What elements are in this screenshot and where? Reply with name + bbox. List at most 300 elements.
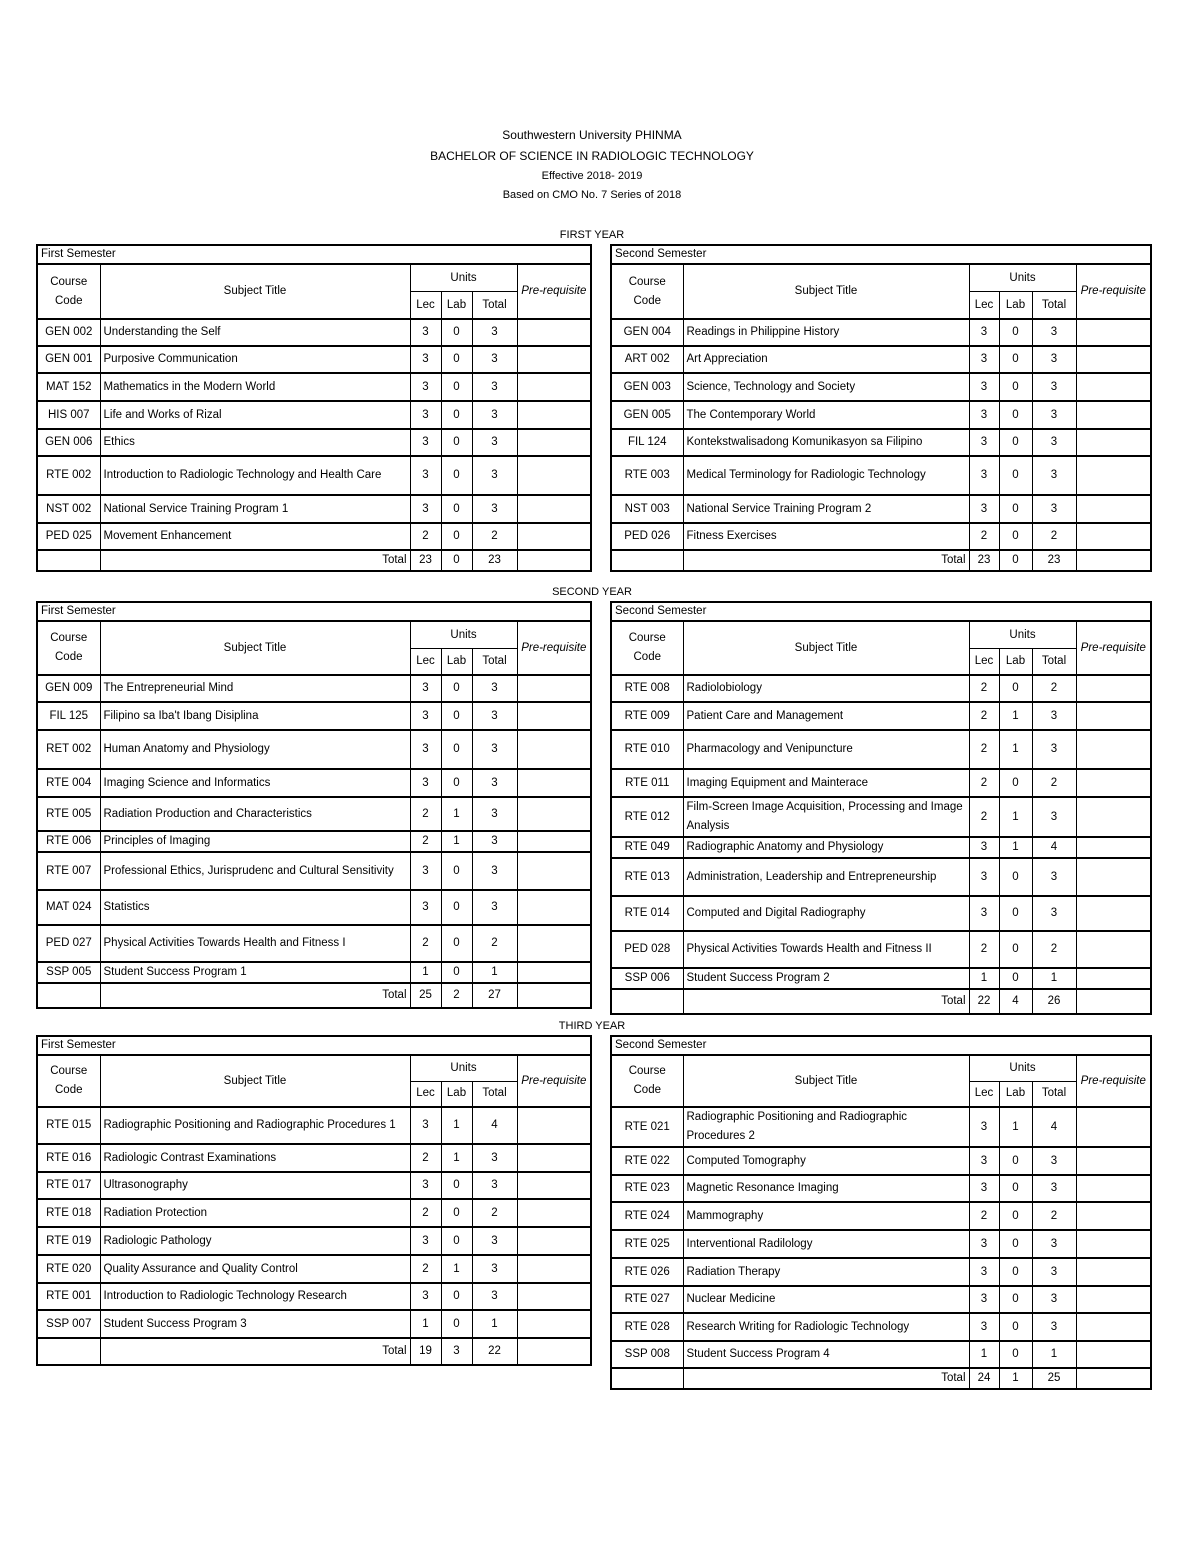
lec-header: Lec — [969, 648, 999, 675]
lab-units: 0 — [999, 1175, 1032, 1202]
course-row — [611, 896, 1151, 931]
course-code: RTE 021 — [611, 1107, 683, 1147]
course-row — [37, 1227, 591, 1255]
total-units: 2 — [472, 1199, 517, 1227]
lec-units: 2 — [969, 797, 999, 837]
lab-header: Lab — [441, 648, 472, 675]
total-units: 3 — [472, 675, 517, 702]
subject-title: Student Success Program 3 — [100, 1310, 410, 1338]
prerequisite — [1076, 858, 1151, 896]
total-units: 3 — [1032, 1147, 1076, 1175]
lab-units: 0 — [999, 1341, 1032, 1368]
course-code: RTE 013 — [611, 858, 683, 896]
curriculum-table-year1-sem2 — [610, 244, 1152, 572]
lab-units: 1 — [441, 797, 472, 831]
prerequisite — [1076, 1258, 1151, 1286]
course-code: RTE 012 — [611, 797, 683, 837]
course-row — [37, 401, 591, 429]
course-row — [611, 1286, 1151, 1313]
lec-units: 3 — [410, 1107, 441, 1144]
lec-units: 3 — [969, 1313, 999, 1341]
lab-units: 0 — [441, 730, 472, 769]
subject-title-header: Subject Title — [683, 621, 969, 675]
lec-units: 2 — [969, 1202, 999, 1230]
lab-units: 0 — [999, 858, 1032, 896]
course-row — [611, 702, 1151, 730]
subject-title: Computed and Digital Radiography — [683, 896, 969, 931]
empty-cell — [611, 1368, 683, 1389]
course-code: RTE 016 — [37, 1144, 100, 1172]
course-code-header: Course Code — [37, 264, 100, 319]
prerequisite — [517, 890, 591, 925]
course-code: SSP 008 — [611, 1341, 683, 1368]
units-header: Units — [969, 264, 1076, 292]
course-row — [611, 931, 1151, 968]
cmo-basis: Based on CMO No. 7 Series of 2018 — [502, 189, 682, 201]
lec-units: 2 — [410, 523, 441, 550]
lab-units: 0 — [999, 401, 1032, 429]
empty-cell — [611, 989, 683, 1014]
lab-total: 4 — [999, 989, 1032, 1014]
empty-cell — [517, 1338, 591, 1365]
course-code: MAT 152 — [37, 373, 100, 401]
course-row — [37, 1172, 591, 1199]
course-row — [37, 495, 591, 523]
prerequisite — [1076, 968, 1151, 989]
effective-years: Effective 2018- 2019 — [541, 170, 643, 182]
course-code: RET 002 — [37, 730, 100, 769]
lec-units: 3 — [969, 319, 999, 346]
prerequisite — [517, 319, 591, 346]
lec-units: 1 — [969, 1341, 999, 1368]
total-units: 3 — [472, 1172, 517, 1199]
subject-title: Radiologic Contrast Examinations — [100, 1144, 410, 1172]
lab-units: 1 — [441, 1107, 472, 1144]
total-units: 2 — [472, 523, 517, 550]
lab-units: 0 — [441, 319, 472, 346]
prerequisite — [517, 1310, 591, 1338]
course-row — [37, 769, 591, 797]
lec-units: 2 — [969, 523, 999, 550]
subject-title: Radiographic Anatomy and Physiology — [683, 837, 969, 858]
lec-units: 3 — [410, 373, 441, 401]
empty-cell — [37, 550, 100, 571]
lab-units: 0 — [999, 495, 1032, 523]
total-units: 2 — [1032, 931, 1076, 968]
lec-units: 3 — [410, 675, 441, 702]
prerequisite — [517, 346, 591, 373]
course-code: RTE 019 — [37, 1227, 100, 1255]
lab-units: 1 — [441, 831, 472, 852]
lab-units: 0 — [441, 925, 472, 962]
lab-units: 0 — [441, 1310, 472, 1338]
course-code-header: Course Code — [37, 621, 100, 675]
prerequisite — [1076, 456, 1151, 495]
course-code: SSP 006 — [611, 968, 683, 989]
lab-units: 0 — [999, 456, 1032, 495]
lec-units: 3 — [410, 319, 441, 346]
lec-units: 2 — [969, 730, 999, 769]
prerequisite — [1076, 931, 1151, 968]
program-title: BACHELOR OF SCIENCE IN RADIOLOGIC TECHNOLOGY — [430, 149, 754, 163]
course-code: GEN 009 — [37, 675, 100, 702]
total-units: 3 — [472, 1144, 517, 1172]
subject-title: Principles of Imaging — [100, 831, 410, 852]
course-code: RTE 007 — [37, 852, 100, 890]
lab-units: 0 — [999, 373, 1032, 401]
lab-units: 0 — [441, 373, 472, 401]
total-units: 3 — [472, 1283, 517, 1310]
total-units: 3 — [1032, 456, 1076, 495]
lec-total: 19 — [410, 1338, 441, 1365]
course-code: RTE 005 — [37, 797, 100, 831]
total-units: 3 — [472, 797, 517, 831]
total-units: 3 — [472, 1255, 517, 1283]
lec-total: 23 — [969, 550, 999, 571]
empty-cell — [1076, 550, 1151, 571]
lab-units: 0 — [441, 1199, 472, 1227]
lab-units: 1 — [441, 1144, 472, 1172]
course-row — [611, 495, 1151, 523]
prerequisite — [1076, 346, 1151, 373]
prerequisite — [517, 962, 591, 983]
lec-units: 2 — [410, 1199, 441, 1227]
total-units: 1 — [472, 1310, 517, 1338]
lab-units: 0 — [999, 346, 1032, 373]
total-header: Total — [1032, 648, 1076, 675]
total-label: Total — [100, 1338, 410, 1365]
total-label: Total — [100, 550, 410, 571]
lec-units: 3 — [410, 730, 441, 769]
total-units: 3 — [1032, 797, 1076, 837]
empty-cell — [1076, 989, 1151, 1014]
course-code: RTE 011 — [611, 769, 683, 797]
prerequisite-header: Pre-requisite — [517, 621, 591, 675]
course-row — [611, 429, 1151, 456]
lec-total: 24 — [969, 1368, 999, 1389]
subject-title: Radiographic Positioning and Radiographic Procedures 1 — [100, 1107, 410, 1144]
prerequisite — [517, 702, 591, 730]
prerequisite — [517, 523, 591, 550]
empty-cell — [517, 550, 591, 571]
prerequisite — [517, 675, 591, 702]
prerequisite — [517, 730, 591, 769]
total-units: 3 — [1032, 1258, 1076, 1286]
empty-cell — [611, 550, 683, 571]
subject-title: Kontekstwalisadong Komunikasyon sa Filipino — [683, 429, 969, 456]
semester-label: First Semester — [37, 602, 591, 621]
course-row — [37, 1255, 591, 1283]
lab-units: 0 — [999, 1147, 1032, 1175]
lec-units: 3 — [969, 1175, 999, 1202]
prerequisite — [1076, 797, 1151, 837]
subject-title: Magnetic Resonance Imaging — [683, 1175, 969, 1202]
course-code: RTE 026 — [611, 1258, 683, 1286]
total-units: 4 — [1032, 837, 1076, 858]
lec-units: 3 — [969, 896, 999, 931]
course-row — [37, 925, 591, 962]
course-code: RTE 024 — [611, 1202, 683, 1230]
subject-title: Ethics — [100, 429, 410, 456]
lab-units: 0 — [441, 852, 472, 890]
subject-title: Interventional Radilology — [683, 1230, 969, 1258]
lec-units: 1 — [410, 962, 441, 983]
prerequisite — [517, 1283, 591, 1310]
lec-units: 2 — [410, 925, 441, 962]
course-row — [611, 346, 1151, 373]
course-code: GEN 002 — [37, 319, 100, 346]
subject-title: The Entrepreneurial Mind — [100, 675, 410, 702]
lec-units: 3 — [969, 346, 999, 373]
prerequisite — [517, 769, 591, 797]
totals-row — [37, 983, 591, 1008]
course-row — [611, 1258, 1151, 1286]
subject-title: Filipino sa Iba't Ibang Disiplina — [100, 702, 410, 730]
prerequisite — [1076, 702, 1151, 730]
subject-title: Introduction to Radiologic Technology and Health Care — [100, 456, 410, 495]
lec-units: 2 — [969, 931, 999, 968]
course-row — [611, 730, 1151, 769]
lab-total: 1 — [999, 1368, 1032, 1389]
subject-title: Imaging Science and Informatics — [100, 769, 410, 797]
lec-units: 3 — [969, 401, 999, 429]
total-units: 3 — [1032, 429, 1076, 456]
units-header: Units — [969, 1055, 1076, 1081]
subject-title: Quality Assurance and Quality Control — [100, 1255, 410, 1283]
course-code: MAT 024 — [37, 890, 100, 925]
subject-title: Nuclear Medicine — [683, 1286, 969, 1313]
total-units: 2 — [472, 925, 517, 962]
course-code: SSP 007 — [37, 1310, 100, 1338]
lab-units: 0 — [999, 319, 1032, 346]
lab-units: 0 — [441, 523, 472, 550]
total-units: 3 — [472, 1227, 517, 1255]
subject-title: Radiation Therapy — [683, 1258, 969, 1286]
lec-units: 3 — [969, 1147, 999, 1175]
course-row — [611, 858, 1151, 896]
course-code: RTE 009 — [611, 702, 683, 730]
course-row — [37, 1144, 591, 1172]
subject-title: Computed Tomography — [683, 1147, 969, 1175]
subject-title: Film-Screen Image Acquisition, Processing and Image Analysis — [683, 797, 969, 837]
total-units: 2 — [1032, 1202, 1076, 1230]
course-row — [37, 1199, 591, 1227]
empty-cell — [517, 983, 591, 1008]
lec-units: 3 — [969, 429, 999, 456]
course-code: GEN 001 — [37, 346, 100, 373]
prerequisite-header: Pre-requisite — [517, 1055, 591, 1107]
course-row — [37, 523, 591, 550]
prerequisite — [1076, 675, 1151, 702]
total-units: 3 — [472, 702, 517, 730]
total-units: 3 — [1032, 896, 1076, 931]
total-units: 3 — [1032, 401, 1076, 429]
course-code: PED 028 — [611, 931, 683, 968]
course-row — [37, 456, 591, 495]
year-heading: SECOND YEAR — [552, 586, 632, 598]
course-code: RTE 001 — [37, 1283, 100, 1310]
units-header: Units — [410, 1055, 517, 1081]
subject-title: Imaging Equipment and Mainterace — [683, 769, 969, 797]
subject-title-header: Subject Title — [683, 1055, 969, 1107]
subject-title: Patient Care and Management — [683, 702, 969, 730]
total-units: 3 — [472, 769, 517, 797]
course-row — [37, 702, 591, 730]
lab-units: 0 — [999, 968, 1032, 989]
lec-units: 3 — [410, 495, 441, 523]
lec-header: Lec — [410, 292, 441, 320]
total-units: 3 — [472, 730, 517, 769]
lec-units: 3 — [410, 852, 441, 890]
totals-row — [611, 550, 1151, 571]
course-code: SSP 005 — [37, 962, 100, 983]
course-row — [37, 1283, 591, 1310]
lec-units: 3 — [410, 769, 441, 797]
course-row — [611, 1313, 1151, 1341]
course-row — [611, 319, 1151, 346]
prerequisite — [517, 456, 591, 495]
units-header: Units — [969, 621, 1076, 648]
curriculum-table-year3-sem2 — [610, 1035, 1152, 1390]
curriculum-table-year1-sem1 — [36, 244, 592, 572]
prerequisite — [1076, 523, 1151, 550]
prerequisite — [1076, 1341, 1151, 1368]
total-label: Total — [683, 1368, 969, 1389]
subject-title: Radiolobiology — [683, 675, 969, 702]
course-code: RTE 010 — [611, 730, 683, 769]
lab-units: 1 — [999, 837, 1032, 858]
course-row — [37, 346, 591, 373]
course-code: RTE 008 — [611, 675, 683, 702]
course-row — [611, 675, 1151, 702]
subject-title: Student Success Program 2 — [683, 968, 969, 989]
totals-row — [37, 1338, 591, 1365]
course-code: RTE 003 — [611, 456, 683, 495]
prerequisite — [1076, 373, 1151, 401]
subject-title: Physical Activities Towards Health and Fitness I — [100, 925, 410, 962]
lec-total: 25 — [410, 983, 441, 1008]
prerequisite — [1076, 1230, 1151, 1258]
course-row — [611, 1230, 1151, 1258]
total-header: Total — [472, 648, 517, 675]
prerequisite — [517, 1227, 591, 1255]
prerequisite — [1076, 1175, 1151, 1202]
prerequisite — [517, 852, 591, 890]
prerequisite — [517, 401, 591, 429]
lab-units: 0 — [999, 1202, 1032, 1230]
course-code: RTE 025 — [611, 1230, 683, 1258]
lab-header: Lab — [441, 292, 472, 320]
subject-title: Introduction to Radiologic Technology Research — [100, 1283, 410, 1310]
totals-row — [611, 989, 1151, 1014]
prerequisite — [1076, 1147, 1151, 1175]
course-code-header: Course Code — [611, 264, 683, 319]
total-units: 4 — [472, 1107, 517, 1144]
total-units: 2 — [1032, 523, 1076, 550]
lab-units: 0 — [441, 429, 472, 456]
lab-units: 0 — [999, 896, 1032, 931]
lab-units: 0 — [999, 931, 1032, 968]
lec-units: 3 — [410, 401, 441, 429]
prerequisite — [517, 429, 591, 456]
course-row — [611, 797, 1151, 837]
total-header: Total — [1032, 1081, 1076, 1107]
total-header: Total — [472, 1081, 517, 1107]
lab-units: 0 — [441, 1172, 472, 1199]
lec-units: 3 — [969, 1230, 999, 1258]
units-total: 22 — [472, 1338, 517, 1365]
lec-units: 3 — [410, 429, 441, 456]
course-row — [611, 769, 1151, 797]
lab-total: 3 — [441, 1338, 472, 1365]
lab-units: 0 — [999, 1258, 1032, 1286]
prerequisite — [1076, 1313, 1151, 1341]
subject-title: Radiologic Pathology — [100, 1227, 410, 1255]
prerequisite — [517, 1255, 591, 1283]
course-row — [37, 319, 591, 346]
subject-title: Mammography — [683, 1202, 969, 1230]
course-row — [611, 401, 1151, 429]
course-row — [611, 1107, 1151, 1147]
total-units: 3 — [1032, 702, 1076, 730]
empty-cell — [37, 1338, 100, 1365]
year-heading: THIRD YEAR — [558, 1020, 626, 1032]
course-row — [37, 675, 591, 702]
year-heading: FIRST YEAR — [559, 229, 625, 241]
course-code: GEN 006 — [37, 429, 100, 456]
course-row — [37, 730, 591, 769]
total-units: 3 — [1032, 373, 1076, 401]
subject-title: Human Anatomy and Physiology — [100, 730, 410, 769]
prerequisite-header: Pre-requisite — [1076, 1055, 1151, 1107]
prerequisite — [517, 831, 591, 852]
subject-title: Student Success Program 1 — [100, 962, 410, 983]
subject-title: Movement Enhancement — [100, 523, 410, 550]
subject-title: Student Success Program 4 — [683, 1341, 969, 1368]
prerequisite — [1076, 1202, 1151, 1230]
lab-units: 0 — [441, 346, 472, 373]
lec-units: 3 — [969, 373, 999, 401]
course-code: ART 002 — [611, 346, 683, 373]
prerequisite — [517, 1107, 591, 1144]
empty-cell — [37, 983, 100, 1008]
course-code: RTE 049 — [611, 837, 683, 858]
total-units: 3 — [1032, 1230, 1076, 1258]
prerequisite — [1076, 837, 1151, 858]
semester-label: First Semester — [37, 1036, 591, 1055]
total-units: 3 — [472, 319, 517, 346]
course-row — [611, 837, 1151, 858]
prerequisite-header: Pre-requisite — [1076, 264, 1151, 319]
subject-title: Art Appreciation — [683, 346, 969, 373]
course-row — [37, 852, 591, 890]
total-units: 3 — [1032, 319, 1076, 346]
lec-units: 3 — [410, 1227, 441, 1255]
total-units: 4 — [1032, 1107, 1076, 1147]
lab-header: Lab — [441, 1081, 472, 1107]
lab-units: 0 — [441, 1227, 472, 1255]
lab-header: Lab — [999, 292, 1032, 320]
subject-title: Research Writing for Radiologic Technology — [683, 1313, 969, 1341]
prerequisite — [1076, 730, 1151, 769]
lec-units: 1 — [969, 968, 999, 989]
total-units: 3 — [472, 346, 517, 373]
course-row — [37, 797, 591, 831]
subject-title-header: Subject Title — [683, 264, 969, 319]
course-row — [37, 1107, 591, 1144]
course-row — [611, 1175, 1151, 1202]
total-label: Total — [683, 989, 969, 1014]
